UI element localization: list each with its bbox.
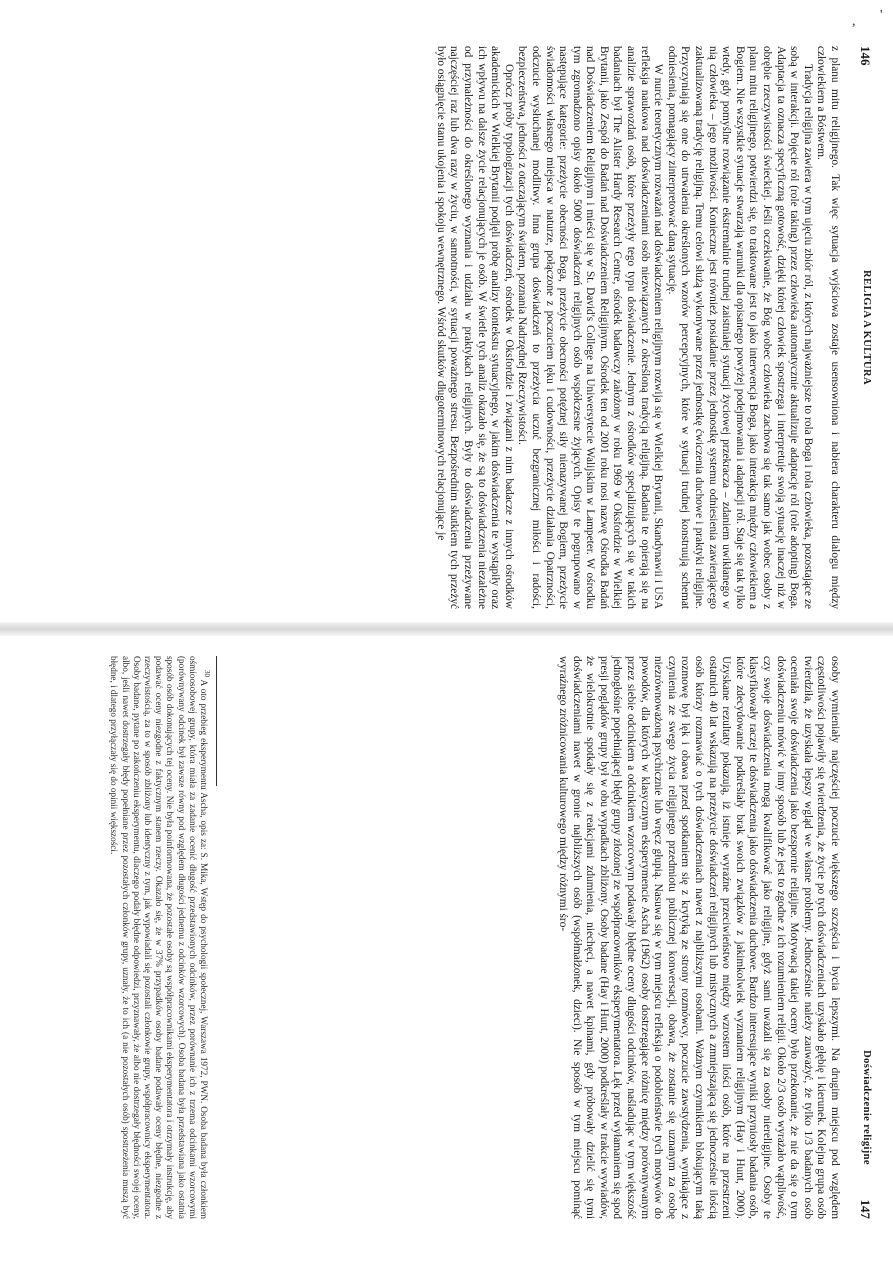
book-gutter [0, 622, 893, 636]
footnote-marker: 30 [203, 670, 212, 677]
page-number: 147 [858, 1199, 873, 1219]
paragraph: Oprócz próby typologizacji tych doświadczeń, ośrodek w Oksfordzie i związani z nim badacze z innych ośrodków akademickich w Wielkiej Brytanii podjęli próbę analizy kontekstu sytuacyjnego, w jakim doświadczenia te wystąpiły oraz ich wpływu na dalsze życie relacjonujących je osób. W świetle tych analiz okazało się, że są to doświadczenia niezależne od przynależności do określonego wyznania i udziału w praktykach religijnych. Były to doświadczenia przeżywane najczęściej raz lub dwa razy w życiu, w samotności, w sytuacji poważnego stresu. Bezpośrednim skutkiem tych przeżyć było osiągnięcie stanu ukojenia i spokoju wewnętrznego. Wśród skutków długoterminowych relacjonujące je [434, 46, 515, 609]
left-page-body [433, 46, 841, 609]
paragraph: W nurcie teoretycznym rozważań nad doświadczeniem religijnym rozwija się w Wielkiej Brytanii, Skandynawii i USA refleksja naukowa nad doświadczeniami osób niezwiązanych z określoną tradycją religijną. Badania te opierają się na analizie sprawozdań osób, które przeżyły tego typu doświadczenie. Jednym z ośrodków specjalizujących się w takich badaniach był The Alister Hardy Research Centre, ośrodek badawczy założony w roku 1969 w Oksfordzie w Wielkiej Brytanii, jako Zespół do Badań nad Doświadczeniem Religijnym. Ośrodek ten od 2001 roku nosi nazwę Ośrodka Badań nad Doświadczeniem Religijnym i mieści się w St. David's College na Uniwersytecie Walijskim w Lampeter. W ośrodku tym zgromadzono opisy około 5000 doświadczeń religijnych osób współczesne żyjących. Opisy te pogrupowano w następujące kategorie: przeżycie obecności Boga, przeżycie obecności potężnej siły nienazywanej Bogiem, przeżycie świadomości własnego miejsca w naturze, połączone z poczuciem lęku i cudowności, przeżycie działania Opatrzności, odczucie wysłuchanej modlitwy. Inna grupa doświadczeń to przeżycia uczuć bezgranicznej miłości i radości, bezpieczeństwa, jedności z otaczającym światem, poznania Nadrzędnej Rzeczywistości. [516, 46, 665, 609]
page-number: 146 [858, 46, 873, 66]
right-page [0, 650, 893, 1225]
footnote-rule [216, 656, 217, 786]
footnote-text: A oto przebieg eksperymentu Ascha, opis za: S. Mika, Wstęp do psychologii społecznej, Warszawa 1972, PWN. Osoba badana była członkiem ośmioosobowej grupy, która miała za zadanie ocenić długość przedstawionych odcinków, przez porównanie ich z trzema odcinkami wzorcowymi (porównywany odcinek był zawsze równy pod względem długości jednemu z odcinków wzorcowych). Osoba badana była przedstawiana jako ostatnia sposób osób dokonujących tej oceny. Nie była poinformowana, że pozostałe osoby są współpracownikami eksperymentatora i otrzymały instrukcję, aby podawać oceny niezgodne z faktycznym stanem rzeczy. Okazało się, że w 37% przypadków osoby badane podawały oceny błędne, niezgodne z rzeczywistością, za to w sposób zbliżony lub identyczny z tym, jak wypowiadali się pozostali członkowie grupy, współpracownicy eksperymentatora. Osoby badane, pytane po zakończeniu eksperymentu, dlaczego podały błędne odpowiedzi, przyznawały, że albo nie dostrzegały błędności swojej oceny, albo, jeśli nawet dostrzegały błędy popełniane przez pozostałych członków grupy, uznały, że to ich (a nie pozostałych osób) spostrzeżenia muszą być błędne, i dlatego przyłączały się do opinii większości. [109, 656, 209, 1219]
paragraph: Tradycja religijna zawiera w tym ujęciu zbiór ról, z których najważniejsze to rola Boga i rola człowieka, pozostające ze sobą w interakcji. Pojęcie ról (role taking) przez człowieka automatycznie aktualizuje adaptację ról (role adopting) Boga. Adaptacja ta oznacza specyficzną gotowość, dzięki której człowiek spostrzega i interpretuje swoją sytuację inaczej niż w obrębie rzeczywistości świeckiej. Jeśli oczekiwanie, że Bóg wobec człowieka zachowa się tak samo jak wobec osoby z planu mitu religijnego, potwierdzi się, to traktowane jest to jako interwencja Boga, jako interakcja między człowiekiem a Bogiem. Nie wszystkie sytuacje stwarzają warunki dla opisanego powyżej podejmowania i adaptacji ról. Staje się tak tylko wtedy, gdy pomyślne rozwiązanie ekstremalnie trudnej zaistniałej sytuacji życiowej przekracza – zdaniem uwikłanego w nią człowieka – jego możliwości. Konieczne jest również posiadanie przez jednostkę systemu odniesienia zawierającego zaktualizowaną tradycję religijną. Temu celowi służą wykonywane przez jednostkę ćwiczenia duchowe i praktyki religijne. Przyczyniają się one do utrwalenia określonych wzorów percepcyjnych, które w sytuacji trudnej konstruują schemat odniesienia, pomagający zinterpretować daną sytuację. [665, 46, 814, 609]
left-page-header [851, 40, 873, 615]
left-page [0, 40, 893, 615]
right-page-header [851, 650, 873, 1225]
right-page-body [556, 656, 841, 1219]
scan-mark-right: , [852, 14, 856, 29]
footnote [108, 656, 212, 1219]
running-head: Doświadczenie religijne [861, 1050, 872, 1165]
scan-mark-top: ' [880, 8, 883, 23]
paragraph: z planu mitu religijnego. Tak więc sytuacja wyjściowa zostaje usensowniona i nabiera charakteru dialogu między człowiekiem a Bóstwem. [815, 46, 841, 609]
paragraph: osoby wymieniały najczęściej poczucie większego szczęścia i bycia lepszymi. Na drugim miejscu pod względem częstotliwości pojawiły się twierdzenia, że życie po tych doświadczeniach uzyskało głębię i kierunek. Kolejna grupa osób twierdziła, że uzyskała lepszy wgląd we własne problemy. Jednocześnie należy zauważyć, że tylko 1/3 badanych osób oceniała swoje doświadczenia jako bezspornie religijne. Motywacją takiej oceny było przekonanie, że nie da się o tym doświadczeniu mówić w inny sposób lub że jest to zgodne z ich rozumieniem religii. Około 2/3 osób wyrażało wątpliwość, czy swoje doświadczenia mogą kwalifikować jako religijne, gdyż sami uważali się za osoby niereligijne. Osoby te klasyfikowały raczej te doświadczenia jako doświadczenia duchowe. Bardzo interesujące wyniki przyniosły badania osób, które zdecydowanie podkreślały brak swoich związków z jakimkolwiek wyznaniem religijnym (Hay i Hunt, 2000). Uzyskane rezultaty pokazują, iż istnieje wyraźne przeciwieństwo między wzrostem ilości osób, które na przestrzeni ostatnich 40 lat wskazują na przeżycie doświadczeń religijnych lub mistycznych a zmniejszającą się jednocześnie ilością osób którzy rozmawiać o tych doświadczeniach nawet z najbliższymi osobami. Ważnym czynnikiem blokującym taką rozmowę był lęk i obawa przed spotkaniem się z krytyką ze strony rozmówcy, poczucie zawstydzenia, wynikające z czynienia ze swego życia religijnego przedmiotu publicznej konwersacji, obawa, że zostanie się uznanym za osobę niezrównoważoną psychicznie lub wręcz głupią. Nasuwa się w tym miejscu refleksja o podobieństwie tych motywów do powodów, dla których w klasycznym eksperymencie Ascha (1962) osoby dostrzegające różnicę między porównywanym przez siebie odcinkiem a odcinkiem wzorcowym podawały błędne oceny długości odcinków, naśladując w tym większość jednogłośnie popełniającej błędy grupy złożonej ze współpracowników eksperymentatora. Lęk przed wyłamaniem się spod presji poglądów grupy był w obu wypadkach zbliżony. Osoby badane (Hay i Hunt, 2000) podkreślały w trakcie wywiadów, że wielokrotnie spotkały się z reakcjami zdumienia, niechęci, a nawet kpinami, gdy próbowały dzielić się tymi doświadczeniami nawet w gronie najbliższych osób (współmałżonek, dzieci). Nie sposób w tym miejscu pominąć wyraźnego zróżnicowania kulturowego między różnymi śro- [557, 656, 841, 1219]
running-head: RELIGIA A KULTURA [861, 270, 872, 385]
